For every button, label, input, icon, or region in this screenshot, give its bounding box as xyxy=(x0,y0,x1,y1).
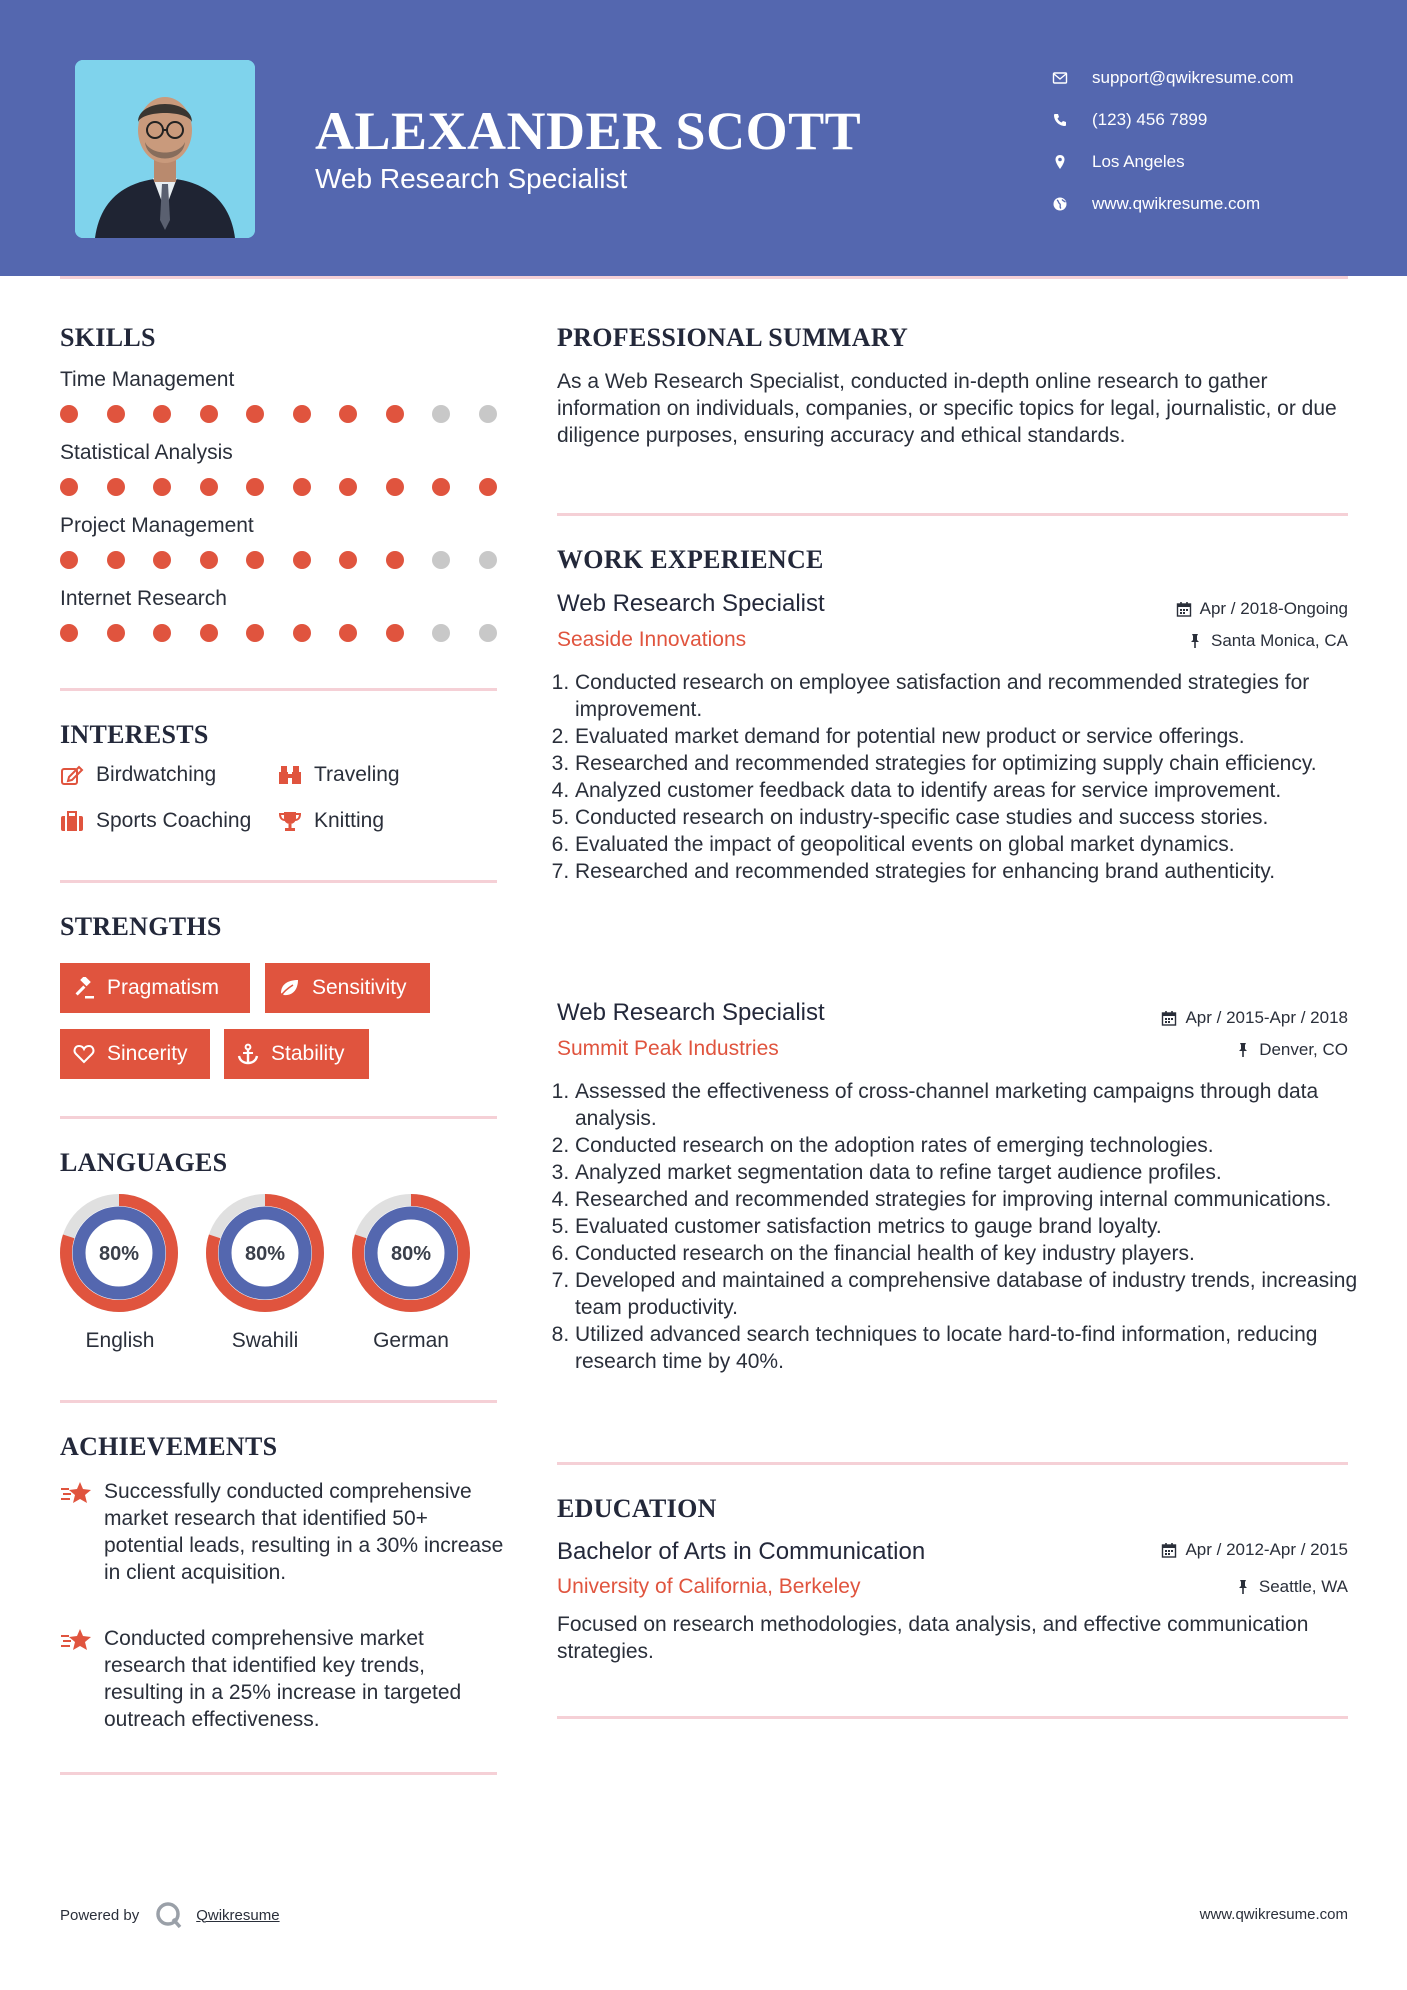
job-duty: 3. Analyzed market segmentation data to refine target audience profiles. xyxy=(575,1159,1375,1186)
job-duties xyxy=(557,669,1375,885)
skill-dot-filled xyxy=(386,405,404,423)
interest-label: Sports Coaching xyxy=(96,809,252,832)
job-dates-text: Apr / 2015-Apr / 2018 xyxy=(1185,1008,1348,1027)
strength-label: Sensitivity xyxy=(312,976,407,999)
skill-dot-empty xyxy=(432,405,450,423)
job-duty: 6. Evaluated the impact of geopolitical events on global market dynamics. xyxy=(575,831,1375,858)
skill-dot-filled xyxy=(339,624,357,642)
skill-dot-empty xyxy=(479,405,497,423)
skill-dot-filled xyxy=(200,624,218,642)
skill-dot-filled xyxy=(246,551,264,569)
skill-dot-filled xyxy=(107,624,125,642)
strength-label: Sincerity xyxy=(107,1042,188,1065)
strengths-title: STRENGTHS xyxy=(60,912,222,941)
skill-label: Time Management xyxy=(60,368,235,391)
star-icon xyxy=(60,1625,94,1733)
contact-email-text: support@qwikresume.com xyxy=(1092,68,1294,87)
skill-dot-filled xyxy=(293,405,311,423)
edit-icon xyxy=(60,763,86,787)
skill-dot-filled xyxy=(386,478,404,496)
language-ring xyxy=(350,1192,472,1319)
skill-dot-empty xyxy=(432,551,450,569)
skill-rating xyxy=(60,478,525,496)
interest-item xyxy=(60,809,251,833)
candidate-role: Web Research Specialist xyxy=(315,163,628,194)
job-duty: 1. Assessed the effectiveness of cross-channel marketing campaigns through data analysis. xyxy=(575,1078,1375,1132)
job-dates xyxy=(1161,1008,1348,1028)
skill-rating xyxy=(60,551,525,569)
job-duty: 8. Utilized advanced search techniques to locate hard-to-find information, reducing research time by 40%. xyxy=(575,1321,1375,1375)
education-location xyxy=(1235,1577,1348,1597)
job-title: Web Research Specialist xyxy=(557,590,825,617)
contact-phone[interactable] xyxy=(1050,99,1294,141)
contact-email[interactable] xyxy=(1050,57,1294,99)
globe-icon xyxy=(1050,194,1070,214)
language-percent: 80% xyxy=(98,1243,140,1265)
skill-dot-filled xyxy=(107,478,125,496)
skill-dot-filled xyxy=(200,478,218,496)
summary-title: PROFESSIONAL SUMMARY xyxy=(557,323,909,352)
gavel-icon xyxy=(73,977,95,999)
skill-dot-filled xyxy=(246,478,264,496)
calendar-icon xyxy=(1161,1010,1177,1026)
briefcase-icon xyxy=(60,809,86,833)
job-duty: 2. Conducted research on the adoption rates of emerging technologies. xyxy=(575,1132,1375,1159)
calendar-icon xyxy=(1176,601,1192,617)
achievement-item xyxy=(60,1625,505,1733)
degree-title: Bachelor of Arts in Communication xyxy=(557,1538,926,1565)
skill-rating xyxy=(60,624,525,642)
education-text: Focused on research methodologies, data analysis, and effective communication strategies. xyxy=(557,1613,1309,1663)
summary-text: As a Web Research Specialist, conducted in-depth online research to gather information on individuals, companies, or specific topics for legal, journalistic, or due diligence purposes, ensuring accuracy and ethical standards. xyxy=(557,370,1337,447)
language-percent: 80% xyxy=(390,1243,432,1265)
strength-label: Stability xyxy=(271,1042,345,1065)
strength-chip xyxy=(265,963,430,1013)
job-dates xyxy=(1176,599,1348,619)
resume-header xyxy=(0,0,1407,276)
language-donut xyxy=(350,1192,472,1314)
skill-dot-empty xyxy=(479,624,497,642)
interests-title: INTERESTS xyxy=(60,720,209,749)
footer-powered-by xyxy=(60,1900,280,1930)
skill-dot-filled xyxy=(246,624,264,642)
skill-label: Project Management xyxy=(60,514,254,537)
achievement-text: Conducted comprehensive market research that identified key trends, resulting in a 25% increase in targeted outreach effectiveness. xyxy=(104,1627,462,1731)
contact-list xyxy=(1050,57,1294,225)
skill-dot-filled xyxy=(293,478,311,496)
profile-photo xyxy=(75,60,255,238)
pin-icon xyxy=(1235,1579,1251,1595)
skill-dot-filled xyxy=(153,478,171,496)
company-name: Seaside Innovations xyxy=(557,628,747,651)
map-marker-icon xyxy=(1050,152,1070,172)
job-duty: 4. Researched and recommended strategies for improving internal communications. xyxy=(575,1186,1375,1213)
contact-phone-text: (123) 456 7899 xyxy=(1092,110,1208,129)
skill-dot-filled xyxy=(479,478,497,496)
interest-label: Birdwatching xyxy=(96,763,217,786)
skill-dot-filled xyxy=(60,405,78,423)
contact-website-text: www.qwikresume.com xyxy=(1092,194,1261,213)
education-title: EDUCATION xyxy=(557,1494,717,1523)
job-duty: 5. Conducted research on industry-specific case studies and success stories. xyxy=(575,804,1375,831)
job-duty: 7. Developed and maintained a comprehensive database of industry trends, increasing team productivity. xyxy=(575,1267,1375,1321)
section-divider xyxy=(557,1462,1348,1465)
section-divider xyxy=(557,1716,1348,1719)
skill-dot-filled xyxy=(386,624,404,642)
job-duty: 4. Analyzed customer feedback data to identify areas for service improvement. xyxy=(575,777,1375,804)
interest-item xyxy=(278,763,400,787)
skill-dot-filled xyxy=(107,405,125,423)
skill-dot-filled xyxy=(200,405,218,423)
strength-chip xyxy=(60,1029,210,1079)
pin-icon xyxy=(1235,1042,1251,1058)
job-duty: 2. Evaluated market demand for potential new product or service offerings. xyxy=(575,723,1375,750)
envelope-icon xyxy=(1050,68,1070,88)
section-divider xyxy=(557,513,1348,516)
skill-dot-filled xyxy=(293,551,311,569)
powered-by-text: Powered by xyxy=(60,1906,140,1924)
job-duty: 5. Evaluated customer satisfaction metrics to gauge brand loyalty. xyxy=(575,1213,1375,1240)
leaf-icon xyxy=(278,977,300,999)
education-location-text: Seattle, WA xyxy=(1258,1577,1348,1596)
contact-location-text: Los Angeles xyxy=(1092,152,1185,171)
section-divider xyxy=(60,688,497,691)
job-location xyxy=(1187,631,1348,651)
language-donut xyxy=(58,1192,180,1314)
footer-url[interactable]: www.qwikresume.com xyxy=(1199,1906,1348,1923)
section-divider xyxy=(60,1772,497,1775)
job-duty: 6. Conducted research on the financial health of key industry players. xyxy=(575,1240,1375,1267)
language-label: German xyxy=(373,1329,449,1352)
skill-dot-filled xyxy=(107,551,125,569)
skill-dot-filled xyxy=(60,551,78,569)
education-dates-text: Apr / 2012-Apr / 2015 xyxy=(1185,1540,1348,1559)
skill-dot-filled xyxy=(386,551,404,569)
phone-icon xyxy=(1050,110,1070,130)
language-percent: 80% xyxy=(244,1243,286,1265)
experience-title: WORK EXPERIENCE xyxy=(557,545,824,574)
calendar-icon xyxy=(1161,1542,1177,1558)
header-divider xyxy=(60,276,1348,279)
language-ring xyxy=(58,1192,180,1319)
interest-item xyxy=(60,763,216,787)
skill-dot-filled xyxy=(60,624,78,642)
section-divider xyxy=(60,1116,497,1119)
interest-item xyxy=(278,809,384,833)
skill-dot-filled xyxy=(339,478,357,496)
job-location xyxy=(1235,1040,1348,1060)
languages-title: LANGUAGES xyxy=(60,1148,228,1177)
skill-dot-empty xyxy=(432,624,450,642)
candidate-name: ALEXANDER SCOTT xyxy=(315,101,862,161)
language-label: English xyxy=(85,1329,155,1352)
company-name: Summit Peak Industries xyxy=(557,1037,779,1060)
language-donut xyxy=(204,1192,326,1314)
strength-label: Pragmatism xyxy=(107,976,220,999)
achievement-item xyxy=(60,1478,505,1586)
skill-dot-empty xyxy=(479,551,497,569)
job-location-text: Denver, CO xyxy=(1259,1040,1348,1059)
skill-label: Statistical Analysis xyxy=(60,441,233,464)
skill-dot-filled xyxy=(200,551,218,569)
job-location-text: Santa Monica, CA xyxy=(1210,631,1348,650)
section-divider xyxy=(60,1400,497,1403)
job-title: Web Research Specialist xyxy=(557,999,825,1026)
job-duties xyxy=(557,1078,1375,1375)
star-icon xyxy=(60,1478,94,1586)
skill-dot-filled xyxy=(339,405,357,423)
pin-icon xyxy=(1187,633,1203,649)
skill-label: Internet Research xyxy=(60,587,227,610)
education-dates xyxy=(1161,1540,1348,1560)
skill-dot-filled xyxy=(153,624,171,642)
heart-icon xyxy=(73,1043,95,1065)
skill-dot-filled xyxy=(246,405,264,423)
language-label: Swahili xyxy=(231,1329,299,1352)
contact-website[interactable] xyxy=(1050,183,1294,225)
skill-dot-filled xyxy=(60,478,78,496)
skills-title: SKILLS xyxy=(60,323,156,352)
skill-rating xyxy=(60,405,525,423)
job-duty: 1. Conducted research on employee satisfaction and recommended strategies for improvement. xyxy=(575,669,1375,723)
skill-dot-filled xyxy=(293,624,311,642)
strength-chip xyxy=(60,963,250,1013)
achievements-title: ACHIEVEMENTS xyxy=(60,1432,278,1461)
achievement-text: Successfully conducted comprehensive market research that identified 50+ potential leads, resulting in a 30% increase in client acquisition. xyxy=(104,1480,504,1584)
skill-dot-filled xyxy=(339,551,357,569)
school-name: University of California, Berkeley xyxy=(557,1575,861,1598)
brand-link[interactable]: Qwikresume xyxy=(196,1906,280,1924)
job-duty: 7. Researched and recommended strategies for enhancing brand authenticity. xyxy=(575,858,1375,885)
interest-label: Traveling xyxy=(314,763,400,786)
section-divider xyxy=(60,880,497,883)
strength-chip xyxy=(224,1029,369,1079)
skill-dot-filled xyxy=(153,405,171,423)
job-dates-text: Apr / 2018-Ongoing xyxy=(1199,599,1348,618)
language-ring xyxy=(204,1192,326,1319)
interest-label: Knitting xyxy=(314,809,385,832)
binoculars-icon xyxy=(278,763,304,787)
job-duty: 3. Researched and recommended strategies for optimizing supply chain efficiency. xyxy=(575,750,1375,777)
skill-dot-filled xyxy=(432,478,450,496)
anchor-icon xyxy=(237,1043,259,1065)
contact-location xyxy=(1050,141,1294,183)
trophy-icon xyxy=(278,809,304,833)
qwikresume-logo-icon xyxy=(154,1900,184,1930)
skill-dot-filled xyxy=(153,551,171,569)
